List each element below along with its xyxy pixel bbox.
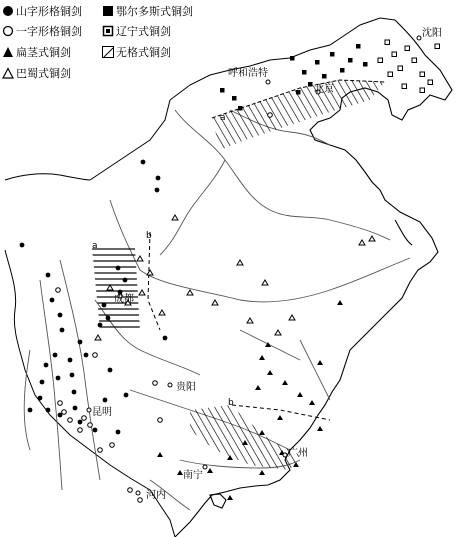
hatched-zone-south bbox=[190, 405, 330, 470]
legend-item-shanzi: 山字形格铜剑 bbox=[2, 2, 82, 21]
legend-item-liaoning: 辽宁式铜剑 bbox=[102, 22, 171, 41]
city-label-shenyang: 沈阳 bbox=[422, 28, 442, 39]
legend-item-ordos: 鄂尔多斯式铜剑 bbox=[102, 2, 193, 21]
open-circle-icon bbox=[2, 25, 14, 37]
filled-circle-icon bbox=[2, 5, 14, 17]
city-label-beijing: 北京 bbox=[314, 84, 334, 95]
zone-marker-a-sw: a bbox=[92, 241, 98, 251]
open-square-sites bbox=[378, 40, 440, 93]
filled-square-icon bbox=[102, 5, 114, 17]
city-label-hanoi: 河内 bbox=[146, 490, 166, 501]
zone-marker-a-north: a bbox=[220, 113, 226, 123]
legend-item-wuge: 无格式铜剑 bbox=[102, 43, 171, 62]
city-label-guangzhou: 广州 bbox=[288, 448, 308, 459]
open-square-icon bbox=[102, 25, 114, 37]
legend-item-bianjing: 扁茎式铜剑 bbox=[2, 43, 71, 62]
filled-triangle-icon bbox=[2, 46, 14, 58]
filled-circle-sites bbox=[20, 160, 168, 435]
legend-item-yizi: 一字形格铜剑 bbox=[2, 22, 82, 41]
open-triangle-icon bbox=[2, 67, 14, 79]
hatched-box-icon bbox=[102, 46, 114, 58]
city-label-nanning: 南宁 bbox=[183, 470, 203, 481]
city-label-chengdu: 成都 bbox=[114, 294, 134, 305]
zone-marker-b-sw: b bbox=[146, 231, 152, 241]
city-label-hohhot: 呼和浩特 bbox=[228, 68, 268, 79]
city-label-guiyang: 贵阳 bbox=[176, 382, 196, 393]
zone-marker-b-south: b bbox=[228, 398, 234, 408]
legend-item-bashu: 巴蜀式铜剑 bbox=[2, 64, 71, 83]
city-label-kunming: 昆明 bbox=[92, 407, 112, 418]
